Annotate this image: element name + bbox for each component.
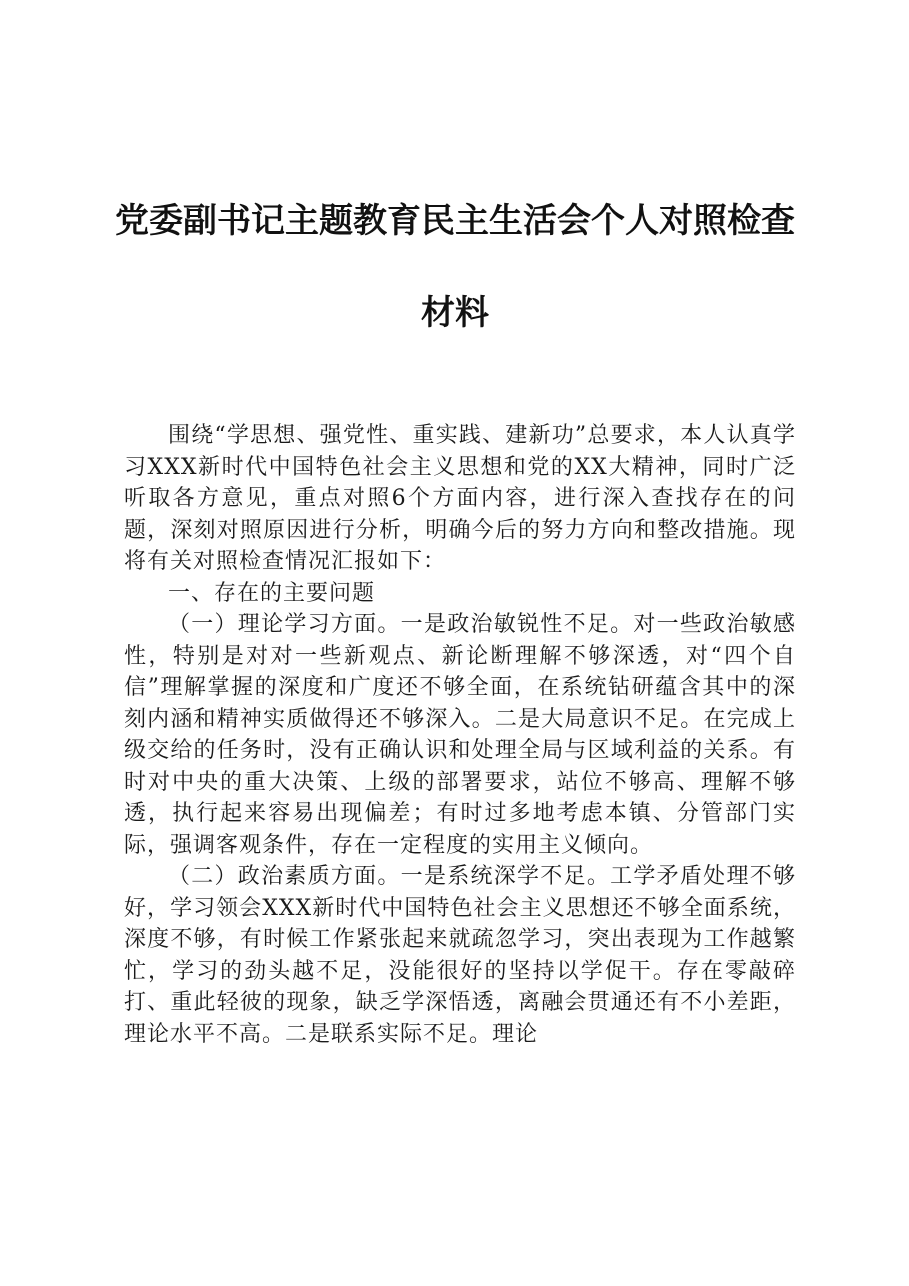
document-title [110, 175, 800, 359]
title-line-1: 党委副书记主题教育民主生活会个人对照检查 [115, 201, 795, 241]
title-line-2: 材料 [421, 293, 489, 333]
paragraph-theory-study: （一）理论学习方面。一是政治敏锐性不足。对一些政治敏感性，特别是对对一些新观点、新论断理解不够深透，对“四个自信”理解掌握的深度和广度还不够全面，在系统钻研蕴含其中的深刻内涵和精神实质做得还不够深入。二是大局意识不足。在完成上级交给的任务时，没有正确认识和处理全局与区域利益的关系。有时对中央的重大决策、上级的部署要求，站位不够高、理解不够透，执行起来容易出现偏差；有时过多地考虑本镇、分管部门实际，强调客观条件，存在一定程度的实用主义倾向。 [124, 612, 796, 858]
document-body [124, 420, 796, 1050]
section-heading: 一、存在的主要问题 [168, 580, 376, 606]
intro-paragraph: 围绕“学思想、强党性、重实践、建新功”总要求，本人认真学习XXX新时代中国特色社会主义思想和党的XX大精神，同时广泛听取各方意见，重点对照6个方面内容，进行深入查找存在的问题，深刻对照原因进行分析，明确今后的努力方向和整改措施。现将有关对照检查情况汇报如下： [124, 423, 796, 574]
paragraph-political-quality: （二）政治素质方面。一是系统深学不足。工学矛盾处理不够好，学习领会XXX新时代中国特色社会主义思想还不够全面系统，深度不够，有时候工作紧张起来就疏忽学习，突出表现为工作越繁忙，学习的劲头越不足，没能很好的坚持以学促干。存在零敲碎打、重此轻彼的现象，缺乏学深悟透，离融会贯通还有不小差距，理论水平不高。二是联系实际不足。理论 [124, 864, 796, 1047]
